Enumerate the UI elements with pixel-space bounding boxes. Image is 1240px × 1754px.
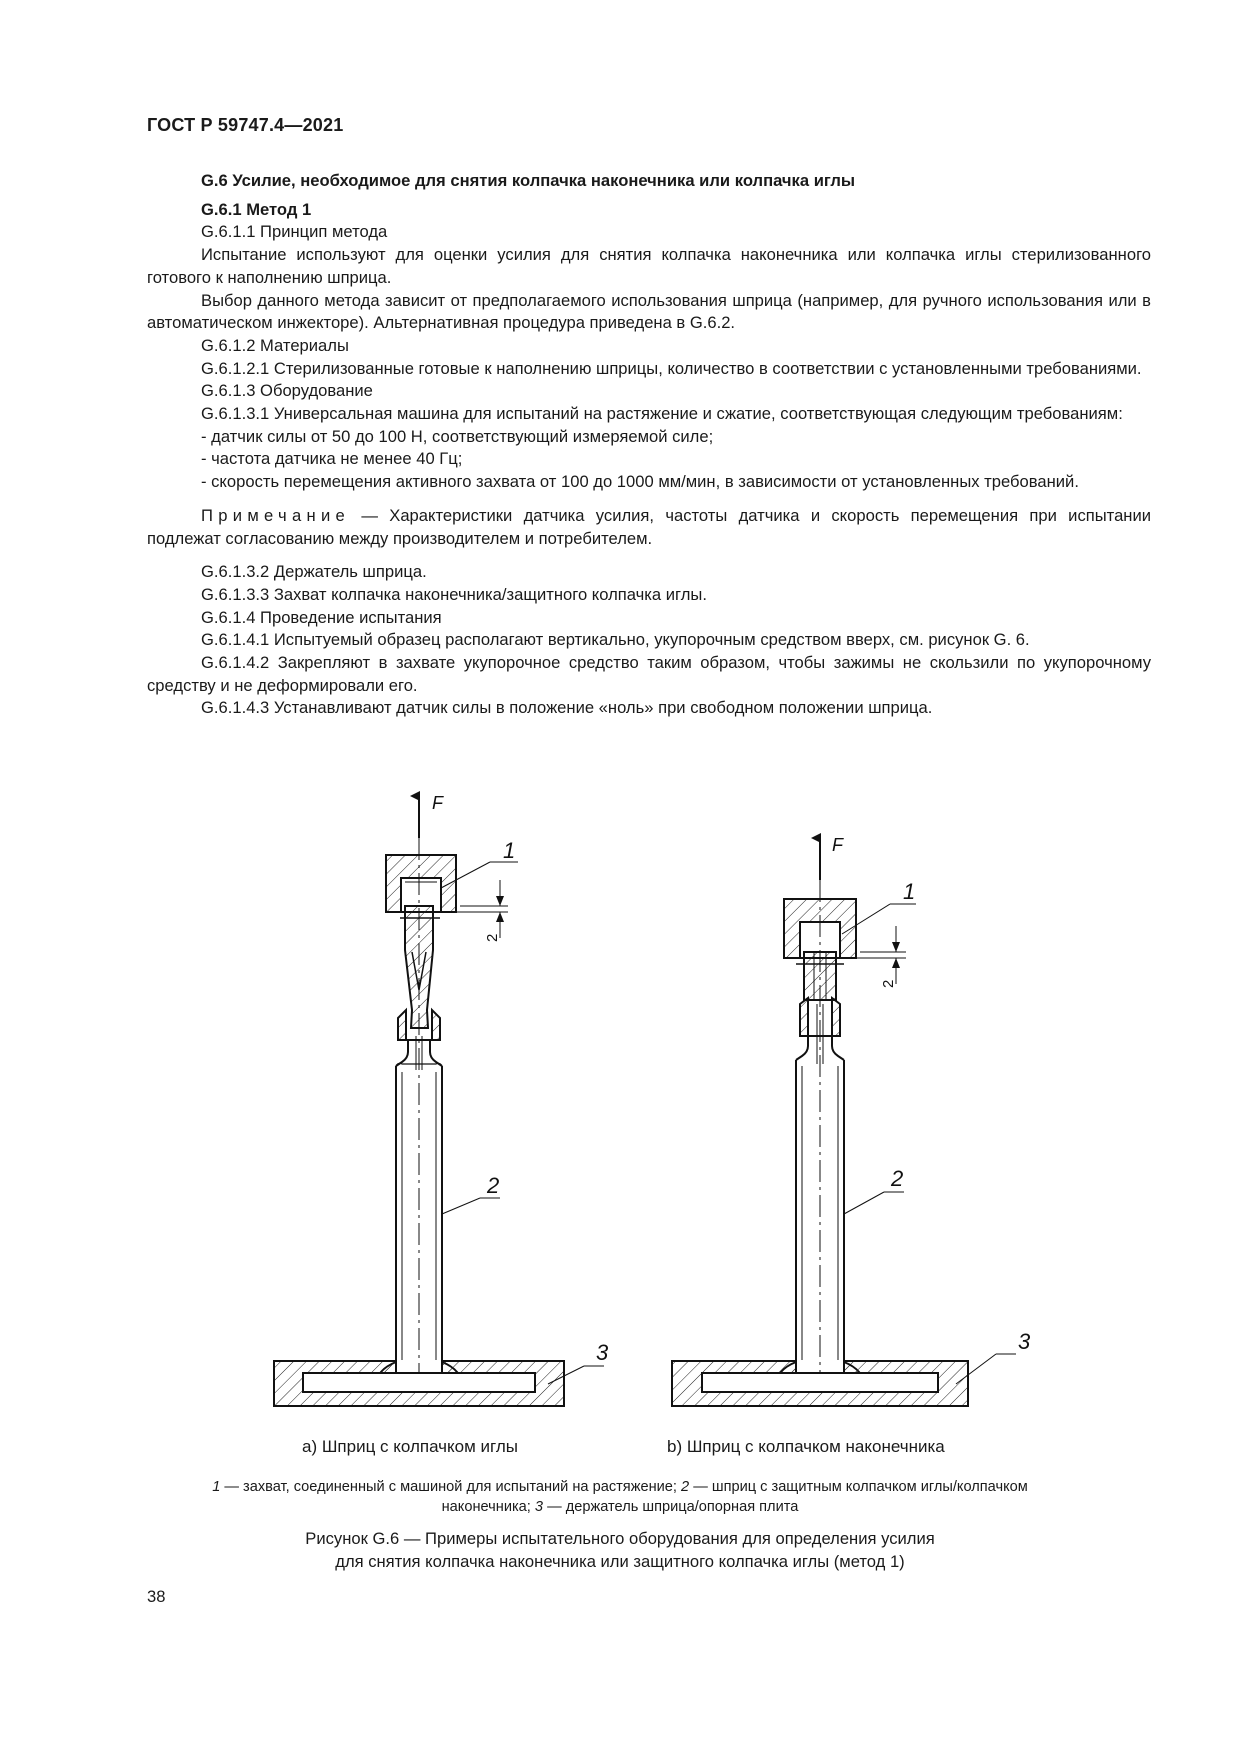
callout-2-a: 2 [487, 1173, 500, 1198]
paragraph: Выбор данного метода зависит от предполагаемого использования шприца (например, для ручного использования или в автоматическом инжекторе). Альтернативная процедура приведена в G.6.2. [147, 290, 1151, 333]
method-heading: G.6.1 Метод 1 [201, 199, 312, 219]
note-text: — Характеристики датчика усилия, частоты датчика и скорость перемещения при испытании подлежат согласованию между производителем и потребителем. [147, 505, 1151, 548]
callout-1-a: 1 [503, 838, 516, 863]
paragraph: G.6.1.2 Материалы [201, 335, 349, 355]
paragraph: G.6.1.4 Проведение испытания [201, 607, 442, 627]
paragraph: G.6.1.4.1 Испытуемый образец располагают вертикально, укупорочным средством вверх, см. рисунок G. 6. [201, 630, 1030, 650]
grip-a [386, 855, 456, 912]
paragraph: Испытание используют для оценки усилия для снятия колпачка наконечника или колпачка иглы стерилизованного готового к наполнению шприца. [147, 245, 1151, 287]
paragraph: G.6.1.3.1 Универсальная машина для испытаний на растяжение и сжатие, соответствующая следующим требованиям: [201, 404, 1123, 424]
dimension-label-b: 2 [880, 979, 897, 988]
base-plate-slot-a [303, 1373, 535, 1392]
paragraph: G.6.1.2.1 Стерилизованные готовые к наполнению шприцы, количество в соответствии с установленными требованиями. [201, 358, 1142, 378]
paragraph: G.6.1.4.3 Устанавливают датчик силы в положение «ноль» при свободном положении шприца. [201, 698, 933, 718]
dimension-label-a: 2 [484, 933, 501, 942]
section-content [147, 170, 1151, 720]
caption-a: а) Шприц с колпачком иглы [302, 1437, 518, 1456]
legend-text-1: — захват, соединенный с машиной для испытаний на растяжение; [220, 1479, 682, 1495]
callout-1-b: 1 [903, 879, 916, 904]
note-label: Примечание [201, 505, 351, 525]
figure-legend [200, 1477, 1040, 1517]
caption-b: b) Шприц с колпачком наконечника [667, 1437, 945, 1456]
legend-text-3: — держатель шприца/опорная плита [543, 1499, 799, 1515]
legend-key-3: 3 [534, 1499, 544, 1515]
tip-cap-b [804, 952, 836, 1000]
note [147, 505, 1151, 550]
figure-title-line-2: для снятия колпачка наконечника или защитного колпачка иглы (метод 1) [335, 1552, 905, 1571]
list-item: - датчик силы от 50 до 100 Н, соответствующий измеряемой силе; [201, 426, 714, 446]
callout-2-b: 2 [891, 1166, 904, 1191]
callout-3-a: 3 [596, 1340, 609, 1365]
list-item: - скорость перемещения активного захвата от 100 до 1000 мм/мин, в зависимости от установленных требований. [201, 472, 1079, 492]
page-number: 38 [147, 1587, 166, 1606]
needle-cap-a [405, 906, 433, 1028]
force-label-a: F [432, 793, 443, 813]
assembly-a [274, 793, 609, 1406]
figure-title-line-1: Рисунок G.6 — Примеры испытательного оборудования для определения усилия [305, 1529, 935, 1548]
legend-text-2: — шприц с защитным колпачком иглы/колпачком наконечника; [441, 1479, 1028, 1515]
document-code: ГОСТ Р 59747.4—2021 [147, 115, 344, 135]
legend-key-2: 2 [681, 1479, 690, 1495]
paragraph: G.6.1.3.2 Держатель шприца. [201, 562, 427, 582]
legend-key-1: 1 [212, 1479, 221, 1495]
paragraph: G.6.1.4.2 Закрепляют в захвате укупорочное средство таким образом, чтобы зажимы не скользили по укупорочному средству и не деформировали его. [147, 653, 1151, 695]
figure-g6-drawing [0, 780, 1240, 1470]
paragraph: G.6.1.1 Принцип метода [201, 222, 388, 242]
assembly-b [672, 835, 1031, 1406]
paragraph: G.6.1.3.3 Захват колпачка наконечника/защитного колпачка иглы. [201, 584, 707, 604]
callout-3-b: 3 [1018, 1329, 1031, 1354]
list-item: - частота датчика не менее 40 Гц; [201, 449, 463, 469]
section-title: G.6 Усилие, необходимое для снятия колпачка наконечника или колпачка иглы [201, 171, 856, 190]
base-plate-slot-b [702, 1373, 938, 1392]
force-label-b: F [832, 835, 843, 855]
paragraph: G.6.1.3 Оборудование [201, 381, 373, 401]
figure-title [180, 1527, 1060, 1573]
